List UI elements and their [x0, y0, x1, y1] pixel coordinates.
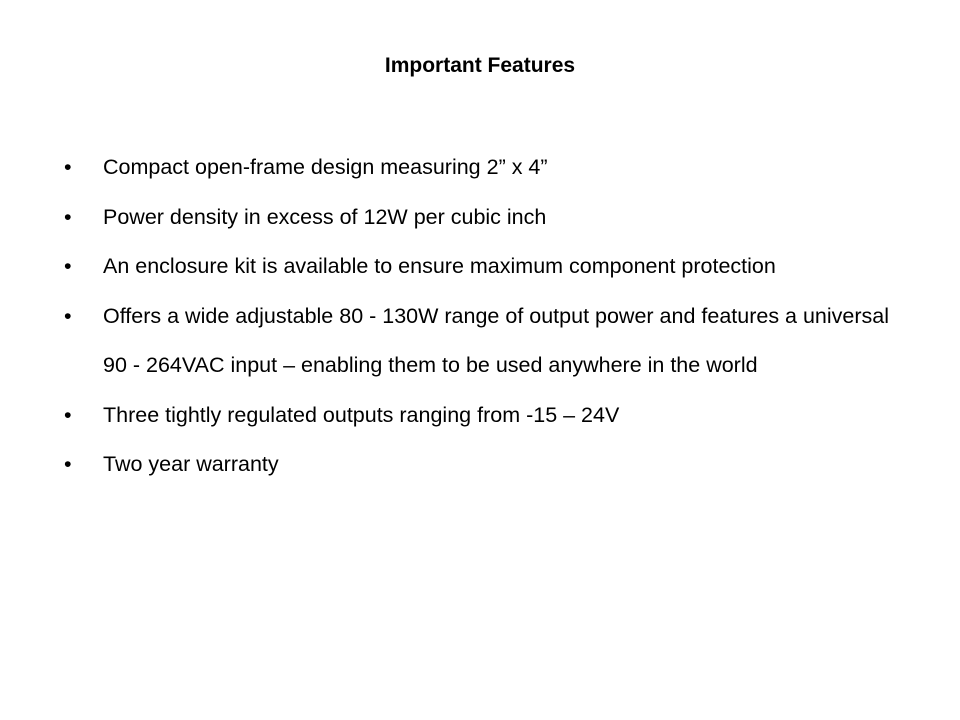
bullet-text: An enclosure kit is available to ensure maximum component protection	[103, 254, 776, 278]
bullet-icon: •	[64, 402, 72, 427]
bullet-text: Compact open-frame design measuring 2” x 4”	[103, 155, 548, 179]
bullet-icon: •	[64, 155, 72, 179]
bullet-text: Offers a wide adjustable 80 - 130W range of output power and features a universal 90 - 264VAC input – enabling them to be used anywhere in the world	[103, 303, 890, 377]
bullet-icon: •	[64, 452, 72, 476]
bullet-text: Power density in excess of 12W per cubic inch	[103, 204, 547, 229]
bullet-icon: •	[64, 204, 72, 229]
bullet-text: Three tightly regulated outputs ranging from -15 – 24V	[103, 402, 620, 427]
list-item	[64, 391, 904, 441]
list-item	[64, 193, 904, 243]
bullet-text: Two year warranty	[103, 452, 279, 476]
bullet-icon: •	[64, 303, 72, 328]
bullet-icon: •	[64, 254, 72, 278]
slide-title: Important Features	[384, 54, 576, 77]
list-item	[64, 440, 904, 490]
feature-list	[64, 143, 904, 490]
list-item	[64, 242, 904, 292]
list-item	[64, 143, 904, 193]
list-item	[64, 292, 904, 391]
